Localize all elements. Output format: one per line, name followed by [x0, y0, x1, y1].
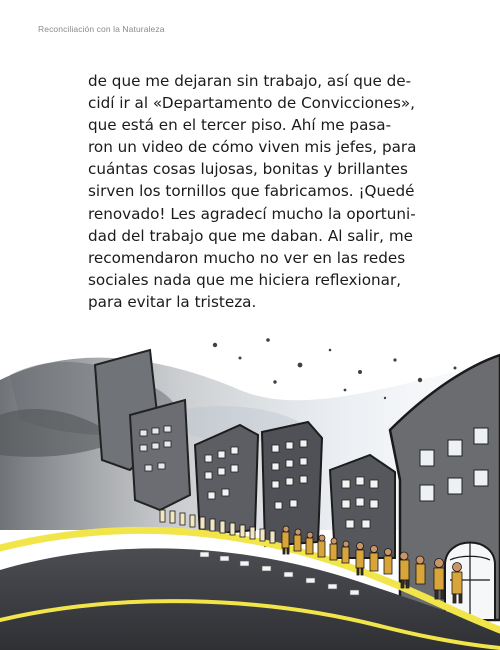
text-line: renovado! Les agradecí mucho la oportuni- [88, 204, 416, 223]
text-line: sociales nada que me hiciera reflexionar, [88, 270, 402, 289]
running-header: Reconciliación con la Naturaleza [38, 24, 165, 34]
text-line: sirven los tornillos que fabricamos. ¡Quedé [88, 182, 415, 201]
body-paragraph [88, 70, 417, 313]
city-illustration [0, 320, 500, 650]
text-line: ron un video de cómo viven mis jefes, para [88, 138, 417, 157]
text-line: recomendaron mucho no ver en las redes [88, 248, 406, 267]
text-line: para evitar la tristeza. [88, 292, 257, 311]
text-line: cidí ir al «Departamento de Convicciones», [88, 94, 416, 113]
building-left [130, 400, 190, 510]
text-line: de que me dejaran sin trabajo, así que de- [88, 72, 412, 90]
text-line: que está en el tercer piso. Ahí me pasa- [88, 116, 392, 135]
text-line: dad del trabajo que me daban. Al salir, me [88, 226, 413, 245]
building-right-mid [330, 455, 395, 558]
text-line: cuántas cosas lujosas, bonitas y brillantes [88, 160, 408, 179]
